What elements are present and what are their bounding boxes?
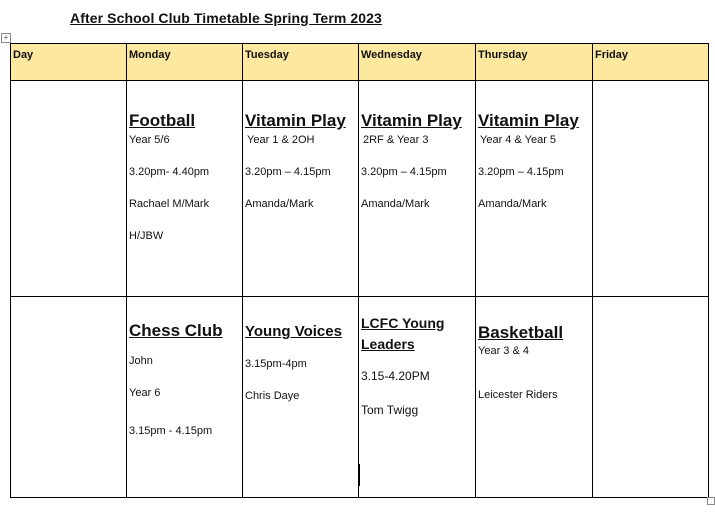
staff-text: Amanda/Mark [478, 198, 547, 210]
activity-title: Vitamin Play [478, 111, 579, 130]
staff-text: Tom Twigg [361, 403, 419, 417]
staff-text: Amanda/Mark [245, 198, 314, 210]
group-text: Year 5/6 [129, 134, 170, 146]
group-text: Year 4 & Year 5 [480, 134, 557, 146]
time-text: 3.20pm – 4.15pm [245, 166, 331, 178]
activity-title: Basketball [478, 323, 564, 342]
staff-text-2: H/JBW [129, 230, 164, 242]
table-row [11, 81, 709, 297]
header-friday: Friday [593, 44, 709, 81]
wednesday-cell[interactable] [359, 81, 476, 297]
activity-title: Vitamin Play [245, 111, 346, 130]
monday-cell[interactable] [127, 81, 243, 297]
activity-title: Chess Club [129, 321, 223, 340]
staff-text: John [129, 355, 153, 367]
page-title: After School Club Timetable Spring Term 2023 [70, 10, 382, 26]
header-tuesday: Tuesday [243, 44, 359, 81]
header-thursday: Thursday [476, 44, 593, 81]
time-text: 3.20pm- 4.40pm [129, 166, 210, 178]
group-text: Year 1 & 2OH [247, 134, 315, 146]
table-move-handle-icon[interactable]: + [1, 33, 11, 43]
staff-text: Amanda/Mark [361, 198, 430, 210]
group-text: Year 3 & 4 [478, 345, 529, 357]
thursday-cell[interactable] [476, 297, 593, 498]
activity-title: Vitamin Play [361, 111, 462, 130]
wednesday-cell[interactable] [359, 297, 476, 498]
time-text: 3.20pm – 4.15pm [361, 166, 447, 178]
tuesday-cell[interactable] [243, 81, 359, 297]
timetable [10, 43, 709, 498]
time-text: 3.15pm-4pm [245, 358, 307, 370]
staff-text: Rachael M/Mark [129, 198, 210, 210]
activity-title: LCFC Young Leaders [361, 315, 445, 352]
staff-text: Chris Daye [245, 390, 300, 402]
header-day: Day [11, 44, 127, 81]
header-monday: Monday [127, 44, 243, 81]
thursday-cell[interactable] [476, 81, 593, 297]
friday-cell[interactable] [593, 81, 709, 297]
text-cursor [359, 464, 360, 486]
day-cell[interactable] [11, 297, 127, 498]
day-cell[interactable] [11, 81, 127, 297]
monday-cell[interactable] [127, 297, 243, 498]
tuesday-cell[interactable] [243, 297, 359, 498]
group-text: 2RF & Year 3 [363, 134, 429, 146]
club-text: Leicester Riders [478, 389, 558, 401]
activity-title: Young Voices [245, 323, 342, 340]
time-text: 3.15-4.20PM [361, 369, 430, 383]
header-row [11, 44, 709, 81]
time-text: 3.15pm - 4.15pm [129, 425, 213, 437]
group-text: Year 6 [129, 387, 161, 399]
time-text: 3.20pm – 4.15pm [478, 166, 564, 178]
activity-title: Football [129, 111, 196, 130]
header-wednesday: Wednesday [359, 44, 476, 81]
table-resize-handle-icon[interactable] [707, 497, 715, 505]
friday-cell[interactable] [593, 297, 709, 498]
